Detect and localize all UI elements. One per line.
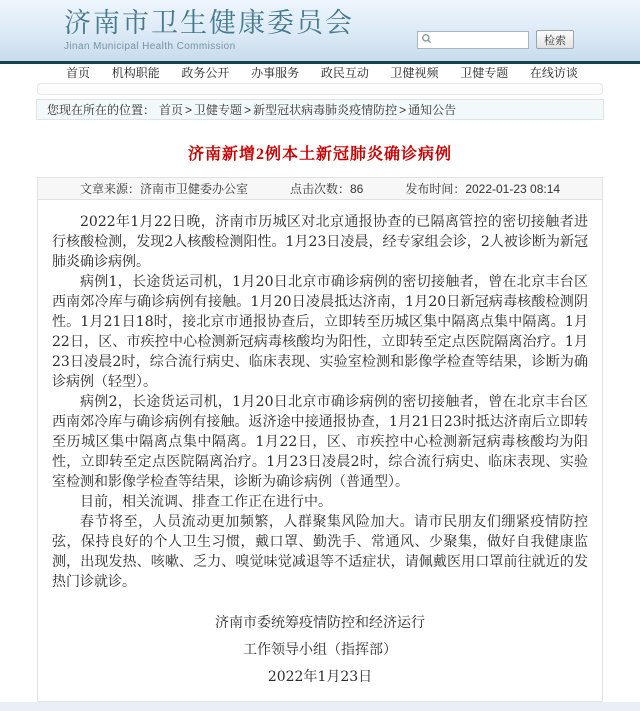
article-paragraph: 目前，相关流调、排查工作正在进行中。 <box>80 494 332 510</box>
breadcrumb-separator: > <box>185 102 193 117</box>
nav-item-interaction[interactable]: 政民互动 <box>320 66 369 80</box>
main-nav <box>0 64 640 81</box>
nav-item-online-interview[interactable]: 在线访谈 <box>529 66 578 80</box>
article-publish-time: 发布时间：2022-01-23 08:14 <box>405 182 561 196</box>
breadcrumb-notices[interactable]: 通知公告 <box>408 103 457 117</box>
site-subtitle: Jinan Municipal Health Commission <box>64 40 236 52</box>
breadcrumb-separator: > <box>399 102 407 117</box>
nav-item-health-topics[interactable]: 卫健专题 <box>460 66 509 80</box>
nav-item-gov-affairs[interactable]: 政务公开 <box>181 66 230 80</box>
article-box <box>37 177 603 702</box>
breadcrumb-health-topics[interactable]: 卫健专题 <box>194 103 243 117</box>
article-paragraph-case1: 病例1，长途货运司机，1月20日北京市确诊病例的密切接触者，曾在北京丰台区西南郊冷库与确诊病例有接触。1月20日凌晨抵达济南，1月20日新冠病毒核酸检测阴性。1月21日18时，接北京市通报协查后，立即转至历城区集中隔离点集中隔离。1月22日，区、市疾控中心检测新冠病毒核酸均为阳性，立即转至定点医院隔离治疗。1月23日凌晨2时，综合流行病史、临床表现、实验室检测和影像学检查等结果，诊断为确诊病例（轻型）。 <box>52 274 588 390</box>
signature-org-line2: 工作领导小组（指挥部） <box>243 642 397 658</box>
breadcrumb-home[interactable]: 首页 <box>159 103 184 117</box>
nav-item-health-video[interactable]: 卫健视频 <box>390 66 439 80</box>
article-body <box>38 200 602 701</box>
breadcrumb <box>36 99 604 120</box>
breadcrumb-prefix: 您现在所在的位置： <box>47 103 156 117</box>
nav-item-home[interactable]: 首页 <box>66 66 91 80</box>
subnav-strip <box>37 83 603 95</box>
search-input[interactable] <box>417 31 529 49</box>
article-paragraph: 春节将至，人员流动更加频繁，人群聚集风险加大。请市民朋友们绷紧疫情防控弦，保持良好的个人卫生习惯，戴口罩、勤洗手、常通风、少聚集，做好自我健康监测，出现发热、咳嗽、乏力、嗅觉味觉减退等不适症状，请佩戴医用口罩前往就近的发热门诊就诊。 <box>52 514 588 590</box>
signature-block <box>52 610 588 691</box>
article-hit-count: 点击次数：86 <box>289 182 364 196</box>
article-paragraph-case2: 病例2，长途货运司机，1月20日北京市确诊病例的密切接触者，曾在北京丰台区西南郊冷库与确诊病例有接触。返济途中接通报协查，1月21日23时抵达济南后立即转至历城区集中隔离点集中隔离。1月22日，区、市疾控中心检测新冠病毒核酸均为阳性，立即转至定点医院隔离治疗。1月23日凌晨2时，综合流行病史、临床表现、实验室检测和影像学检查等结果，诊断为确诊病例（普通型）。 <box>52 394 588 490</box>
breadcrumb-separator: > <box>244 102 252 117</box>
search-button[interactable]: 检索 <box>536 30 574 49</box>
search-area <box>417 30 574 49</box>
site-logo <box>64 9 354 52</box>
signature-date: 2022年1月23日 <box>267 669 373 685</box>
site-header <box>0 0 640 61</box>
article-meta-bar <box>38 178 602 200</box>
article-paragraph: 2022年1月22日晚，济南市历城区对北京通报协查的已隔离管控的密切接触者进行核酸检测，发现2人核酸检测阳性。1月23日凌晨，经专家组会诊，2人被诊断为新冠肺炎确诊病例。 <box>52 214 588 270</box>
breadcrumb-covid-prevention[interactable]: 新型冠状病毒肺炎疫情防控 <box>253 103 398 117</box>
page-footer-strip <box>0 702 640 711</box>
article-source: 文章来源：济南市卫健委办公室 <box>79 182 248 196</box>
search-icon <box>421 33 432 44</box>
nav-item-services[interactable]: 办事服务 <box>251 66 300 80</box>
site-title: 济南市卫生健康委员会 <box>64 8 354 38</box>
article-title: 济南新增2例本土新冠肺炎确诊病例 <box>187 146 452 163</box>
nav-item-functions[interactable]: 机构职能 <box>111 66 160 80</box>
signature-org-line1: 济南市委统筹疫情防控和经济运行 <box>215 615 425 631</box>
